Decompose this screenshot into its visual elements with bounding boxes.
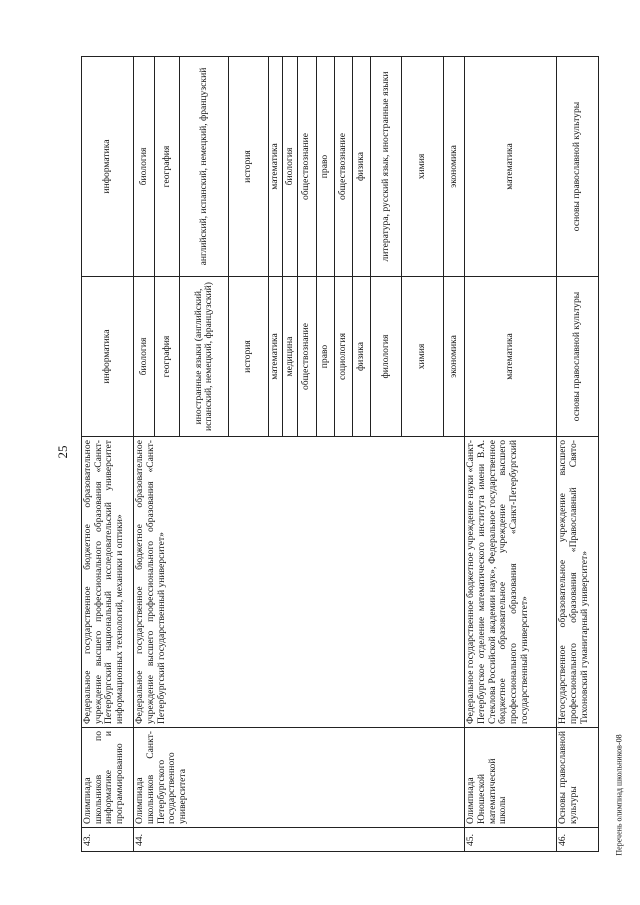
table-wrapper xyxy=(81,57,599,852)
profile: право xyxy=(316,277,335,437)
row-number: 46. xyxy=(557,828,599,852)
table-row xyxy=(82,57,134,852)
footer-note: Перечень олимпиад школьников-08 xyxy=(614,734,624,856)
row-number: 44. xyxy=(134,828,465,852)
row-number: 45. xyxy=(465,828,557,852)
school-subject: экономика xyxy=(444,57,465,277)
row-number: 43. xyxy=(82,828,134,852)
profile: филология xyxy=(370,277,401,437)
profile: история xyxy=(229,277,269,437)
school-subject: биология xyxy=(283,57,297,277)
school-subject: математика xyxy=(269,57,283,277)
school-subject: математика xyxy=(465,57,557,277)
school-subject: английский, испанский, немецкий, французский xyxy=(180,57,229,277)
organizer: Негосударственное образовательное учреждение высшего профессионального образования «Православный Свято-Тихоновский гуманитарный университет» xyxy=(557,437,599,728)
profile: математика xyxy=(465,277,557,437)
profile: математика xyxy=(269,277,283,437)
school-subject: география xyxy=(155,57,180,277)
profile: основы православной культуры xyxy=(557,277,599,437)
olympiad-name: Основы православной культуры xyxy=(557,728,599,828)
school-subject: право xyxy=(316,57,335,277)
olympiad-name: Олимпиада школьников Санкт-Петербургского государственного университета xyxy=(134,728,465,828)
page-number: 25 xyxy=(55,445,70,459)
school-subject: основы православной культуры xyxy=(557,57,599,277)
olympiad-name: Олимпиада Юношеской математической школы xyxy=(465,728,557,828)
school-subject: биология xyxy=(134,57,155,277)
school-subject: информатика xyxy=(82,57,134,277)
organizer: Федеральное государственное бюджетное образовательное учреждение высшего профессионального образования «Санкт-Петербургский национальный исследовательский университет информационных технологий, механики и оптики» xyxy=(82,437,134,728)
table-row xyxy=(134,57,155,852)
organizer: Федеральное государственное бюджетное учреждение науки «Санкт-Петербургское отделение математического института имени В.А. Стеклова Российской академии наук», Федеральное государственное бюджетное образовательное учреждение высшего профессионального образования «Санкт-Петербургский государственный университет» xyxy=(465,437,557,728)
school-subject: обществознание xyxy=(335,57,353,277)
table-row xyxy=(465,57,557,852)
profile: обществознание xyxy=(297,277,316,437)
school-subject: история xyxy=(229,57,269,277)
profile: география xyxy=(155,277,180,437)
profile: медицина xyxy=(283,277,297,437)
school-subject: литература, русский язык, иностранные языки xyxy=(370,57,401,277)
school-subject: физика xyxy=(353,57,371,277)
profile: физика xyxy=(353,277,371,437)
olympiad-table xyxy=(81,56,599,852)
profile: экономика xyxy=(444,277,465,437)
profile: химия xyxy=(402,277,444,437)
organizer: Федеральное государственное бюджетное образовательное учреждение высшего профессионального образования «Санкт-Петербургский государственный университет» xyxy=(134,437,465,728)
profile: биология xyxy=(134,277,155,437)
olympiad-name: Олимпиада школьников по информатике и программированию xyxy=(82,728,134,828)
table-row xyxy=(557,57,599,852)
profile: социология xyxy=(335,277,353,437)
school-subject: обществознание xyxy=(297,57,316,277)
profile: иностранные языки (английский, испанский, немецкий, французский) xyxy=(180,277,229,437)
profile: информатика xyxy=(82,277,134,437)
school-subject: химия xyxy=(402,57,444,277)
table-rotation-frame xyxy=(81,57,599,852)
